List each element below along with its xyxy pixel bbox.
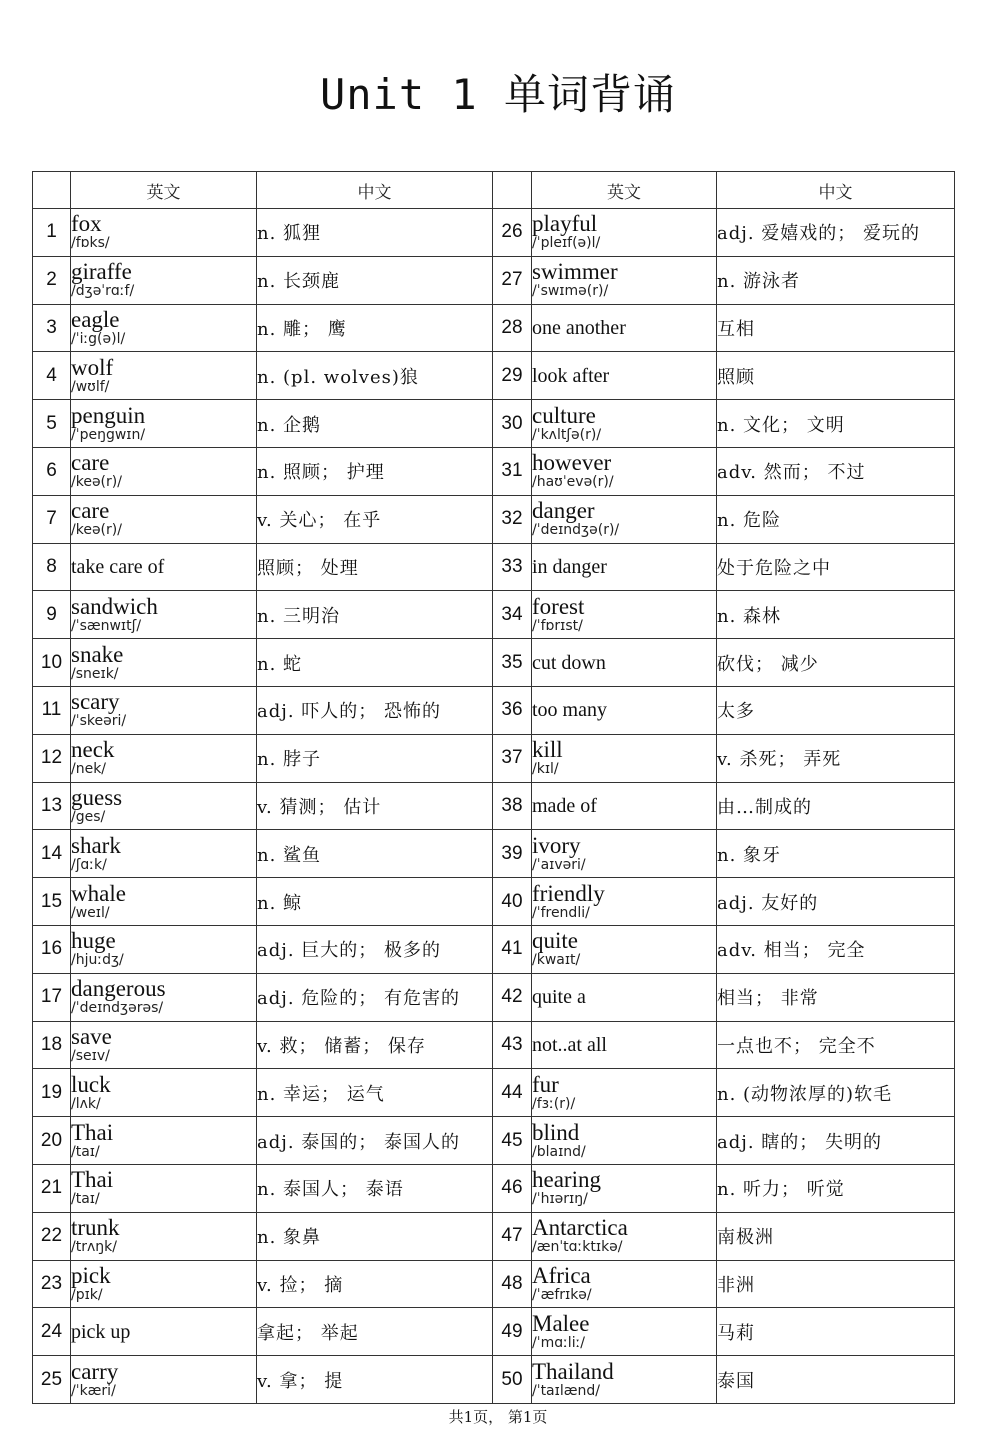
entry-english <box>71 925 257 973</box>
table-row <box>33 973 955 1021</box>
entry-number: 47 <box>493 1212 532 1260</box>
phonetic-transcription: /ˈdeɪndʒə(r)/ <box>532 522 620 539</box>
table-row <box>33 878 955 926</box>
entry-chinese-meaning: adj. 爱嬉戏的； 爱玩的 <box>717 209 955 257</box>
entry-english <box>71 639 257 687</box>
entry-number: 7 <box>33 495 71 543</box>
english-word: kill <box>532 737 563 763</box>
english-word: take care of <box>71 555 165 578</box>
entry-number: 38 <box>493 782 532 830</box>
entry-number: 16 <box>33 925 71 973</box>
entry-number: 6 <box>33 447 71 495</box>
english-word: care <box>71 498 110 524</box>
phonetic-transcription: /keə(r)/ <box>71 474 122 491</box>
entry-number: 26 <box>493 209 532 257</box>
phonetic-transcription: /ˈmɑːliː/ <box>532 1334 586 1351</box>
english-word: look after <box>532 364 610 387</box>
english-word: penguin <box>71 402 146 428</box>
entry-english <box>532 782 717 830</box>
entry-number: 19 <box>33 1069 71 1117</box>
entry-english <box>71 1021 257 1069</box>
entry-english <box>71 304 257 352</box>
phonetic-transcription: /ˈsænwɪtʃ/ <box>71 617 142 634</box>
entry-number: 41 <box>493 925 532 973</box>
entry-english <box>71 447 257 495</box>
entry-english <box>532 1260 717 1308</box>
phonetic-transcription: /ˈpeŋgwɪn/ <box>71 426 146 443</box>
entry-english <box>71 973 257 1021</box>
entry-chinese-meaning: adj. 泰国的； 泰国人的 <box>257 1117 493 1165</box>
entry-number: 50 <box>493 1356 532 1404</box>
vocabulary-table <box>32 171 955 1404</box>
entry-chinese-meaning: n. 泰国人； 泰语 <box>257 1164 493 1212</box>
english-word: snake <box>71 641 124 667</box>
entry-number: 49 <box>493 1308 532 1356</box>
entry-chinese-meaning: 相当； 非常 <box>717 973 955 1021</box>
entry-chinese-meaning: 处于危险之中 <box>717 543 955 591</box>
entry-chinese-meaning: n. 鲸 <box>257 878 493 926</box>
entry-number: 36 <box>493 686 532 734</box>
entry-english <box>532 209 717 257</box>
phonetic-transcription: /ˈæfrɪkə/ <box>532 1286 592 1303</box>
entry-chinese-meaning: v. 杀死； 弄死 <box>717 734 955 782</box>
phonetic-transcription: /ˈkæri/ <box>71 1382 116 1399</box>
table-row <box>33 734 955 782</box>
entry-chinese-meaning: adj. 吓人的； 恐怖的 <box>257 686 493 734</box>
entry-english <box>71 209 257 257</box>
english-word: dangerous <box>71 976 166 1002</box>
entry-english <box>71 1212 257 1260</box>
entry-number: 21 <box>33 1164 71 1212</box>
table-row <box>33 639 955 687</box>
entry-number: 46 <box>493 1164 532 1212</box>
phonetic-transcription: /trʌŋk/ <box>71 1239 117 1256</box>
phonetic-transcription: /weɪl/ <box>71 904 110 921</box>
table-row <box>33 209 955 257</box>
entry-english <box>532 1356 717 1404</box>
entry-number: 23 <box>33 1260 71 1308</box>
entry-chinese-meaning: v. 关心； 在乎 <box>257 495 493 543</box>
english-word: scary <box>71 689 120 715</box>
phonetic-transcription: /ænˈtɑːktɪkə/ <box>532 1239 623 1256</box>
entry-english <box>532 1164 717 1212</box>
english-word: fur <box>532 1071 559 1097</box>
entry-english <box>532 830 717 878</box>
entry-english <box>71 400 257 448</box>
entry-chinese-meaning: adj. 巨大的； 极多的 <box>257 925 493 973</box>
entry-number: 13 <box>33 782 71 830</box>
entry-english <box>71 591 257 639</box>
phonetic-transcription: /lʌk/ <box>71 1095 101 1112</box>
phonetic-transcription: /taɪ/ <box>71 1143 100 1160</box>
entry-chinese-meaning: adj. 友好的 <box>717 878 955 926</box>
entry-number: 34 <box>493 591 532 639</box>
table-row <box>33 1021 955 1069</box>
entry-chinese-meaning: n. 森林 <box>717 591 955 639</box>
table-row <box>33 304 955 352</box>
table-row <box>33 1164 955 1212</box>
entry-chinese-meaning: n. 三明治 <box>257 591 493 639</box>
phonetic-transcription: /ˈkʌltʃə(r)/ <box>532 426 602 443</box>
phonetic-transcription: /kwaɪt/ <box>532 952 581 969</box>
english-word: made of <box>532 794 597 817</box>
english-word: blind <box>532 1119 580 1145</box>
english-word: friendly <box>532 880 605 906</box>
entry-chinese-meaning: n. 听力； 听觉 <box>717 1164 955 1212</box>
entry-english <box>532 352 717 400</box>
phonetic-transcription: /seɪv/ <box>71 1047 110 1064</box>
entry-number: 40 <box>493 878 532 926</box>
entry-chinese-meaning: n. 长颈鹿 <box>257 256 493 304</box>
entry-english <box>71 1069 257 1117</box>
english-word: whale <box>71 880 126 906</box>
table-row <box>33 1069 955 1117</box>
entry-chinese-meaning: 南极洲 <box>717 1212 955 1260</box>
entry-chinese-meaning: n. 文化； 文明 <box>717 400 955 448</box>
entry-chinese-meaning: n. 照顾； 护理 <box>257 447 493 495</box>
phonetic-transcription: /nek/ <box>71 761 107 778</box>
entry-number: 27 <box>493 256 532 304</box>
entry-number: 39 <box>493 830 532 878</box>
entry-number: 2 <box>33 256 71 304</box>
entry-english <box>71 495 257 543</box>
phonetic-transcription: /ˈpleɪf(ə)l/ <box>532 235 601 252</box>
phonetic-transcription: /fɜː(r)/ <box>532 1095 576 1112</box>
entry-english <box>532 878 717 926</box>
english-word: Thai <box>71 1119 114 1145</box>
english-word: danger <box>532 498 595 524</box>
entry-number: 37 <box>493 734 532 782</box>
english-word: hearing <box>532 1167 601 1193</box>
english-word: neck <box>71 737 115 763</box>
english-word: in danger <box>532 555 607 578</box>
entry-number: 1 <box>33 209 71 257</box>
entry-number: 28 <box>493 304 532 352</box>
entry-english <box>71 878 257 926</box>
phonetic-transcription: /pɪk/ <box>71 1286 103 1303</box>
entry-number: 18 <box>33 1021 71 1069</box>
english-word: culture <box>532 402 596 428</box>
entry-chinese-meaning: 照顾 <box>717 352 955 400</box>
entry-chinese-meaning: n. 狐狸 <box>257 209 493 257</box>
entry-chinese-meaning: n. 雕； 鹰 <box>257 304 493 352</box>
entry-chinese-meaning: adj. 瞎的； 失明的 <box>717 1117 955 1165</box>
table-row <box>33 1356 955 1404</box>
phonetic-transcription: /dʒəˈrɑːf/ <box>71 283 135 300</box>
phonetic-transcription: /haʊˈevə(r)/ <box>532 474 614 491</box>
entry-number: 22 <box>33 1212 71 1260</box>
header-num-left <box>33 172 71 209</box>
entry-english <box>532 1308 717 1356</box>
entry-english <box>71 782 257 830</box>
entry-english <box>71 1164 257 1212</box>
english-word: huge <box>71 928 116 954</box>
entry-chinese-meaning: n. (动物浓厚的)软毛 <box>717 1069 955 1117</box>
english-word: care <box>71 450 110 476</box>
entry-english <box>532 256 717 304</box>
entry-chinese-meaning: 互相 <box>717 304 955 352</box>
phonetic-transcription: /ˈhɪərɪŋ/ <box>532 1191 588 1208</box>
entry-number: 35 <box>493 639 532 687</box>
entry-english <box>532 495 717 543</box>
entry-english <box>532 400 717 448</box>
phonetic-transcription: /ˈfrendli/ <box>532 904 590 921</box>
entry-chinese-meaning: n. 象牙 <box>717 830 955 878</box>
phonetic-transcription: /ˈaɪvəri/ <box>532 856 586 873</box>
page-footer: 共1页， 第1页 <box>448 1408 548 1426</box>
header-chinese-right: 中文 <box>717 172 955 209</box>
english-word: quite <box>532 928 578 954</box>
phonetic-transcription: /ˈdeɪndʒərəs/ <box>71 1000 164 1017</box>
entry-chinese-meaning: adv. 然而； 不过 <box>717 447 955 495</box>
entry-number: 17 <box>33 973 71 1021</box>
english-word: trunk <box>71 1215 120 1241</box>
entry-english <box>532 973 717 1021</box>
entry-english <box>71 734 257 782</box>
entry-chinese-meaning: v. 猜测； 估计 <box>257 782 493 830</box>
entry-number: 15 <box>33 878 71 926</box>
table-row <box>33 1260 955 1308</box>
table-row <box>33 495 955 543</box>
entry-chinese-meaning: n. 企鹅 <box>257 400 493 448</box>
english-word: ivory <box>532 832 581 858</box>
english-word: Malee <box>532 1310 590 1336</box>
phonetic-transcription: /keə(r)/ <box>71 522 122 539</box>
entry-english <box>71 1308 257 1356</box>
entry-number: 9 <box>33 591 71 639</box>
entry-english <box>532 447 717 495</box>
entry-number: 5 <box>33 400 71 448</box>
entry-english <box>71 1356 257 1404</box>
english-word: giraffe <box>71 259 132 285</box>
table-row <box>33 1212 955 1260</box>
entry-english <box>532 304 717 352</box>
entry-chinese-meaning: 拿起； 举起 <box>257 1308 493 1356</box>
entry-chinese-meaning: 非洲 <box>717 1260 955 1308</box>
table-header-row <box>33 172 955 209</box>
english-word: guess <box>71 784 123 810</box>
entry-english <box>532 1069 717 1117</box>
english-word: forest <box>532 593 585 619</box>
entry-english <box>532 1212 717 1260</box>
phonetic-transcription: /ˈskeəri/ <box>71 713 127 730</box>
english-word: cut down <box>532 651 606 674</box>
table-row <box>33 830 955 878</box>
entry-chinese-meaning: n. 游泳者 <box>717 256 955 304</box>
entry-english <box>71 352 257 400</box>
entry-chinese-meaning: n. 鲨鱼 <box>257 830 493 878</box>
entry-number: 14 <box>33 830 71 878</box>
phonetic-transcription: /blaɪnd/ <box>532 1143 586 1160</box>
table-row <box>33 352 955 400</box>
header-num-right <box>493 172 532 209</box>
english-word: carry <box>71 1358 119 1384</box>
entry-number: 25 <box>33 1356 71 1404</box>
entry-number: 8 <box>33 543 71 591</box>
phonetic-transcription: /ˈtaɪlænd/ <box>532 1382 600 1399</box>
phonetic-transcription: /hjuːdʒ/ <box>71 952 124 969</box>
english-word: too many <box>532 699 607 722</box>
english-word: pick <box>71 1262 111 1288</box>
table-row <box>33 256 955 304</box>
phonetic-transcription: /fɒks/ <box>71 235 110 252</box>
table-row <box>33 686 955 734</box>
entry-chinese-meaning: n. 象鼻 <box>257 1212 493 1260</box>
english-word: save <box>71 1023 112 1049</box>
phonetic-transcription: /wʊlf/ <box>71 378 110 395</box>
entry-chinese-meaning: adv. 相当； 完全 <box>717 925 955 973</box>
entry-number: 33 <box>493 543 532 591</box>
entry-chinese-meaning: 太多 <box>717 686 955 734</box>
english-word: sandwich <box>71 593 158 619</box>
english-word: shark <box>71 832 121 858</box>
entry-number: 45 <box>493 1117 532 1165</box>
entry-chinese-meaning: n. 蛇 <box>257 639 493 687</box>
entry-chinese-meaning: n. (pl. wolves)狼 <box>257 352 493 400</box>
header-english-left: 英文 <box>71 172 257 209</box>
phonetic-transcription: /ˈiːg(ə)l/ <box>71 330 126 347</box>
entry-number: 29 <box>493 352 532 400</box>
table-row <box>33 543 955 591</box>
table-row <box>33 591 955 639</box>
entry-english <box>71 1260 257 1308</box>
entry-number: 11 <box>33 686 71 734</box>
phonetic-transcription: /kɪl/ <box>532 761 559 778</box>
english-word: Antarctica <box>532 1215 628 1241</box>
phonetic-transcription: /ges/ <box>71 808 106 825</box>
english-word: Africa <box>532 1262 591 1288</box>
english-word: fox <box>71 211 102 237</box>
entry-english <box>71 830 257 878</box>
english-word: pick up <box>71 1320 131 1343</box>
entry-chinese-meaning: v. 拿； 提 <box>257 1356 493 1404</box>
entry-number: 20 <box>33 1117 71 1165</box>
entry-number: 44 <box>493 1069 532 1117</box>
entry-number: 43 <box>493 1021 532 1069</box>
table-row <box>33 447 955 495</box>
entry-number: 31 <box>493 447 532 495</box>
entry-english <box>532 639 717 687</box>
table-row <box>33 925 955 973</box>
english-word: playful <box>532 211 598 237</box>
header-chinese-left: 中文 <box>257 172 493 209</box>
entry-number: 42 <box>493 973 532 1021</box>
entry-english <box>532 686 717 734</box>
entry-chinese-meaning: 一点也不； 完全不 <box>717 1021 955 1069</box>
entry-chinese-meaning: 马莉 <box>717 1308 955 1356</box>
entry-number: 32 <box>493 495 532 543</box>
entry-chinese-meaning: 照顾； 处理 <box>257 543 493 591</box>
phonetic-transcription: /ʃɑːk/ <box>71 856 107 873</box>
english-word: quite a <box>532 986 586 1009</box>
english-word: not..at all <box>532 1033 607 1056</box>
entry-english <box>532 543 717 591</box>
entry-chinese-meaning: adj. 危险的； 有危害的 <box>257 973 493 1021</box>
english-word: one another <box>532 316 626 339</box>
entry-english <box>532 734 717 782</box>
entry-chinese-meaning: v. 捡； 摘 <box>257 1260 493 1308</box>
entry-english <box>532 1117 717 1165</box>
entry-chinese-meaning: n. 脖子 <box>257 734 493 782</box>
entry-english <box>71 543 257 591</box>
entry-number: 30 <box>493 400 532 448</box>
phonetic-transcription: /taɪ/ <box>71 1191 100 1208</box>
header-english-right: 英文 <box>532 172 717 209</box>
entry-english <box>532 591 717 639</box>
entry-chinese-meaning: v. 救； 储蓄； 保存 <box>257 1021 493 1069</box>
entry-number: 3 <box>33 304 71 352</box>
english-word: Thai <box>71 1167 114 1193</box>
table-row <box>33 1117 955 1165</box>
entry-chinese-meaning: 由…制成的 <box>717 782 955 830</box>
entry-number: 24 <box>33 1308 71 1356</box>
entry-chinese-meaning: n. 危险 <box>717 495 955 543</box>
entry-english <box>532 925 717 973</box>
english-word: Thailand <box>532 1358 614 1384</box>
entry-english <box>71 686 257 734</box>
entry-number: 10 <box>33 639 71 687</box>
entry-english <box>532 1021 717 1069</box>
entry-english <box>71 1117 257 1165</box>
page-title: Unit 1 单词背诵 <box>319 70 676 119</box>
entry-chinese-meaning: 泰国 <box>717 1356 955 1404</box>
entry-chinese-meaning: n. 幸运； 运气 <box>257 1069 493 1117</box>
entry-english <box>71 256 257 304</box>
phonetic-transcription: /sneɪk/ <box>71 665 119 682</box>
table-row <box>33 782 955 830</box>
phonetic-transcription: /ˈfɒrɪst/ <box>532 617 583 634</box>
english-word: wolf <box>71 354 114 380</box>
entry-number: 48 <box>493 1260 532 1308</box>
english-word: swimmer <box>532 259 618 285</box>
entry-number: 12 <box>33 734 71 782</box>
entry-number: 4 <box>33 352 71 400</box>
english-word: however <box>532 450 612 476</box>
english-word: eagle <box>71 306 120 332</box>
phonetic-transcription: /ˈswɪmə(r)/ <box>532 283 609 300</box>
table-row <box>33 1308 955 1356</box>
english-word: luck <box>71 1071 111 1097</box>
table-row <box>33 400 955 448</box>
entry-chinese-meaning: 砍伐； 减少 <box>717 639 955 687</box>
